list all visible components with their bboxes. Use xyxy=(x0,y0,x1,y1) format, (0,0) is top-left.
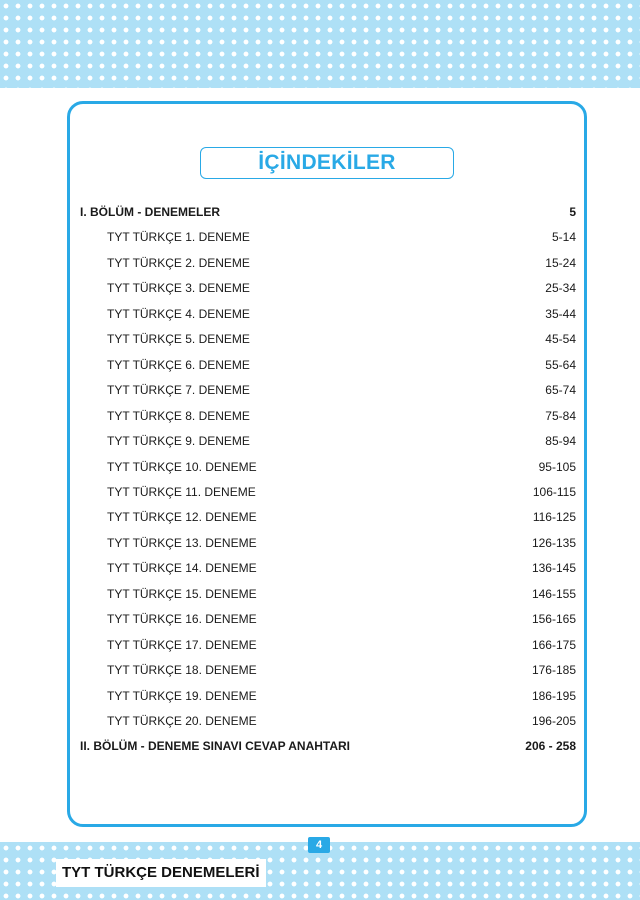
toc-entry-pages: 65-74 xyxy=(545,383,576,398)
toc-entry-label: TYT TÜRKÇE 20. DENEME xyxy=(107,714,257,728)
toc-entry-row[interactable] xyxy=(80,585,576,603)
toc-entry-row[interactable] xyxy=(80,610,576,628)
toc-entry-pages: 146-155 xyxy=(531,586,576,601)
top-decorative-band xyxy=(0,0,640,88)
toc-entry-label: TYT TÜRKÇE 14. DENEME xyxy=(107,561,257,576)
toc-entry-label: TYT TÜRKÇE 13. DENEME xyxy=(107,535,257,550)
toc-entry-row[interactable] xyxy=(80,636,576,654)
toc-entry-pages: 196-205 xyxy=(531,714,576,728)
toc-entry-label: TYT TÜRKÇE 7. DENEME xyxy=(107,383,250,398)
toc-entry-pages: 75-84 xyxy=(545,408,576,423)
toc-entry-label: TYT TÜRKÇE 11. DENEME xyxy=(107,484,256,499)
toc-entry-row[interactable] xyxy=(80,458,576,476)
toc-entry-label: TYT TÜRKÇE 18. DENEME xyxy=(107,663,257,678)
toc-entry-label: TYT TÜRKÇE 5. DENEME xyxy=(107,332,250,347)
toc-entry-pages: 85-94 xyxy=(545,434,576,449)
toc-entry-row[interactable] xyxy=(80,559,576,577)
toc-entry-row[interactable] xyxy=(80,228,576,246)
toc-entry-pages: 95-105 xyxy=(538,459,576,474)
toc-entry-row[interactable] xyxy=(80,330,576,348)
toc-entry-label: TYT TÜRKÇE 16. DENEME xyxy=(107,612,257,627)
page-number: 4 xyxy=(308,837,330,853)
toc-entry-row[interactable] xyxy=(80,508,576,526)
toc-entry-label: TYT TÜRKÇE 8. DENEME xyxy=(107,408,250,423)
toc-entry-pages: 106-115 xyxy=(532,484,576,499)
toc-entry-label: TYT TÜRKÇE 9. DENEME xyxy=(107,434,250,449)
toc-entry-row[interactable] xyxy=(80,305,576,323)
toc-entry-pages: 5-14 xyxy=(551,230,576,245)
toc-entry-row[interactable] xyxy=(80,687,576,705)
toc-entry-label: TYT TÜRKÇE 15. DENEME xyxy=(107,586,257,601)
toc-entry-pages: 45-54 xyxy=(545,332,576,347)
toc-entry-label: TYT TÜRKÇE 19. DENEME xyxy=(107,688,257,703)
toc-entry-label: TYT TÜRKÇE 1. DENEME xyxy=(107,230,250,245)
toc-entry-label: TYT TÜRKÇE 12. DENEME xyxy=(107,510,257,525)
toc-entry-pages: 166-175 xyxy=(531,637,576,652)
toc-section-pages: 5 xyxy=(569,205,576,219)
toc-entry-label: TYT TÜRKÇE 4. DENEME xyxy=(107,306,250,321)
toc-entry-row[interactable] xyxy=(80,407,576,425)
toc-section-label: I. BÖLÜM - DENEMELER xyxy=(80,205,220,219)
toc-entry-pages: 176-185 xyxy=(531,663,576,678)
toc-section-row[interactable] xyxy=(80,203,576,221)
footer-book-title: TYT TÜRKÇE DENEMELERİ xyxy=(56,859,266,887)
toc-entry-row[interactable] xyxy=(80,661,576,679)
toc-section-label: II. BÖLÜM - DENEME SINAVI CEVAP ANAHTARI xyxy=(80,739,351,754)
toc-entry-label: TYT TÜRKÇE 3. DENEME xyxy=(107,281,250,296)
toc-entry-row[interactable] xyxy=(80,381,576,399)
toc-entry-label: TYT TÜRKÇE 17. DENEME xyxy=(107,637,257,652)
toc-entry-pages: 116-125 xyxy=(532,510,576,525)
toc-entry-row[interactable] xyxy=(80,712,576,730)
toc-entry-row[interactable] xyxy=(80,534,576,552)
toc-entry-pages: 35-44 xyxy=(545,306,576,321)
toc-entry-row[interactable] xyxy=(80,279,576,297)
toc-entry-label: TYT TÜRKÇE 6. DENEME xyxy=(107,357,250,372)
toc-entry-pages: 55-64 xyxy=(545,357,576,372)
toc-entry-pages: 186-195 xyxy=(531,688,576,703)
toc-entry-label: TYT TÜRKÇE 2. DENEME xyxy=(107,255,250,270)
toc-entry-pages: 136-145 xyxy=(531,561,576,576)
toc-section-row[interactable] xyxy=(80,737,576,755)
toc-entry-row[interactable] xyxy=(80,356,576,374)
page-title: İÇİNDEKİLER xyxy=(200,147,454,179)
toc-entry-label: TYT TÜRKÇE 10. DENEME xyxy=(107,459,257,474)
toc-entry-pages: 126-135 xyxy=(531,535,576,550)
toc-entry-row[interactable] xyxy=(80,432,576,450)
toc-entry-row[interactable] xyxy=(80,483,576,501)
toc-entry-pages: 25-34 xyxy=(545,281,576,296)
toc-entry-row[interactable] xyxy=(80,254,576,272)
toc-section-pages: 206 - 258 xyxy=(525,739,576,754)
toc-entry-pages: 15-24 xyxy=(545,255,576,270)
toc-entry-pages: 156-165 xyxy=(531,612,576,627)
